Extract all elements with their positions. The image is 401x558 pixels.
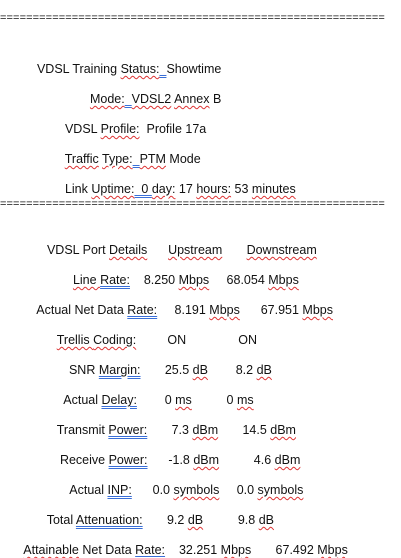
text: Mbps <box>317 543 348 557</box>
text: Line <box>72 273 101 287</box>
total-attenuation-row <box>40 496 274 528</box>
text: Attainable <box>23 543 79 557</box>
text: Mode <box>165 152 201 166</box>
text <box>222 243 246 257</box>
text: Margin: <box>98 363 141 377</box>
text: VDSL2 <box>131 92 172 106</box>
text: Actual <box>69 483 108 497</box>
text: Rate: <box>127 303 158 317</box>
text: 9.8 <box>203 513 259 527</box>
separator-middle: =========================================================== <box>0 198 385 210</box>
text: 0.0 <box>219 483 258 497</box>
text: Actual Net Data <box>36 303 128 317</box>
text: Total <box>46 513 76 527</box>
text: dBm <box>274 453 301 467</box>
actual-net-data-rate-row <box>30 286 333 318</box>
training-status-line <box>30 45 221 77</box>
text: Mbps <box>268 273 299 287</box>
text: dB <box>192 363 208 377</box>
separator-top: =========================================================== <box>0 12 385 24</box>
text: Delay: <box>101 393 137 407</box>
text: -1.8 <box>147 453 194 467</box>
text: Actual <box>63 393 102 407</box>
text: Power: <box>108 423 148 437</box>
text: Traffic <box>64 152 99 166</box>
text: 68.054 <box>209 273 269 287</box>
text: Rate: <box>135 543 166 557</box>
text: 67.951 <box>239 303 303 317</box>
attainable-net-data-rate-row <box>17 526 348 558</box>
text: Trellis <box>56 333 94 347</box>
text: dBm <box>193 453 220 467</box>
text <box>133 152 140 166</box>
text: dBm <box>192 423 219 437</box>
link-uptime-line <box>58 165 296 197</box>
line-rate-row <box>66 256 299 288</box>
text: day: <box>151 182 176 196</box>
text: Status: <box>120 62 160 76</box>
text <box>147 243 168 257</box>
text: 8.250 <box>129 273 179 287</box>
text: Profile: <box>100 122 140 136</box>
receive-power-row <box>53 436 300 468</box>
text: minutes <box>251 182 296 196</box>
port-details-header <box>40 226 317 258</box>
actual-inp-row <box>63 466 303 498</box>
snr-margin-row <box>62 346 272 378</box>
text: Showtime <box>166 62 222 76</box>
traffic-type-line <box>58 135 201 167</box>
text: dBm <box>270 423 296 437</box>
text: Mbps <box>220 543 252 557</box>
text: PTM <box>139 152 166 166</box>
text: VDSL Training <box>36 62 121 76</box>
transmit-power-row <box>50 406 296 438</box>
text: Annex <box>174 92 210 106</box>
text: 0.0 <box>131 483 174 497</box>
text: 0 <box>134 182 152 196</box>
text: Rate: <box>100 273 130 287</box>
text: dB <box>258 513 274 527</box>
text: Mbps <box>209 303 240 317</box>
text: 4.6 <box>219 453 275 467</box>
text: Mbps <box>302 303 333 317</box>
profile-line <box>58 105 206 137</box>
text: 25.5 <box>140 363 193 377</box>
text: VDSL Port <box>46 243 110 257</box>
trellis-coding-row <box>50 316 257 348</box>
text: dB <box>187 513 204 527</box>
text: symbols <box>173 483 220 497</box>
text: ms <box>236 393 254 407</box>
text: Receive <box>59 453 109 467</box>
text: Attenuation: <box>75 513 143 527</box>
text: 0 <box>191 393 237 407</box>
text: Downstream <box>246 243 317 257</box>
text: Profile 17a <box>139 122 207 136</box>
text: 8.191 <box>157 303 210 317</box>
text: VDSL <box>64 122 101 136</box>
text: Net Data <box>78 543 136 557</box>
text: Details <box>109 243 148 257</box>
actual-delay-row <box>57 376 254 408</box>
text: 9.2 <box>142 513 188 527</box>
text: Uptime: <box>91 182 135 196</box>
text: Upstream <box>168 243 223 257</box>
text: Mode: <box>89 92 125 106</box>
text: B <box>209 92 222 106</box>
text: 14.5 <box>218 423 271 437</box>
text: hours: <box>196 182 232 196</box>
text: Type: <box>102 152 133 166</box>
text: 67.492 <box>251 543 318 557</box>
text: Coding: <box>93 333 137 347</box>
mode-line <box>83 75 221 107</box>
text <box>125 92 132 106</box>
text: Power: <box>108 453 148 467</box>
text: 17 <box>175 182 197 196</box>
text: 8.2 <box>207 363 257 377</box>
text: SNR <box>68 363 99 377</box>
text: ON ON <box>136 333 258 347</box>
text: ms <box>175 393 192 407</box>
text: dB <box>256 363 272 377</box>
text: INP: <box>107 483 132 497</box>
text: 53 <box>231 182 252 196</box>
text: symbols <box>257 483 304 497</box>
text: Link <box>64 182 92 196</box>
text: Transmit <box>56 423 109 437</box>
text: 7.3 <box>147 423 193 437</box>
text: 32.251 <box>165 543 221 557</box>
text: Mbps <box>178 273 210 287</box>
text: 0 <box>136 393 176 407</box>
